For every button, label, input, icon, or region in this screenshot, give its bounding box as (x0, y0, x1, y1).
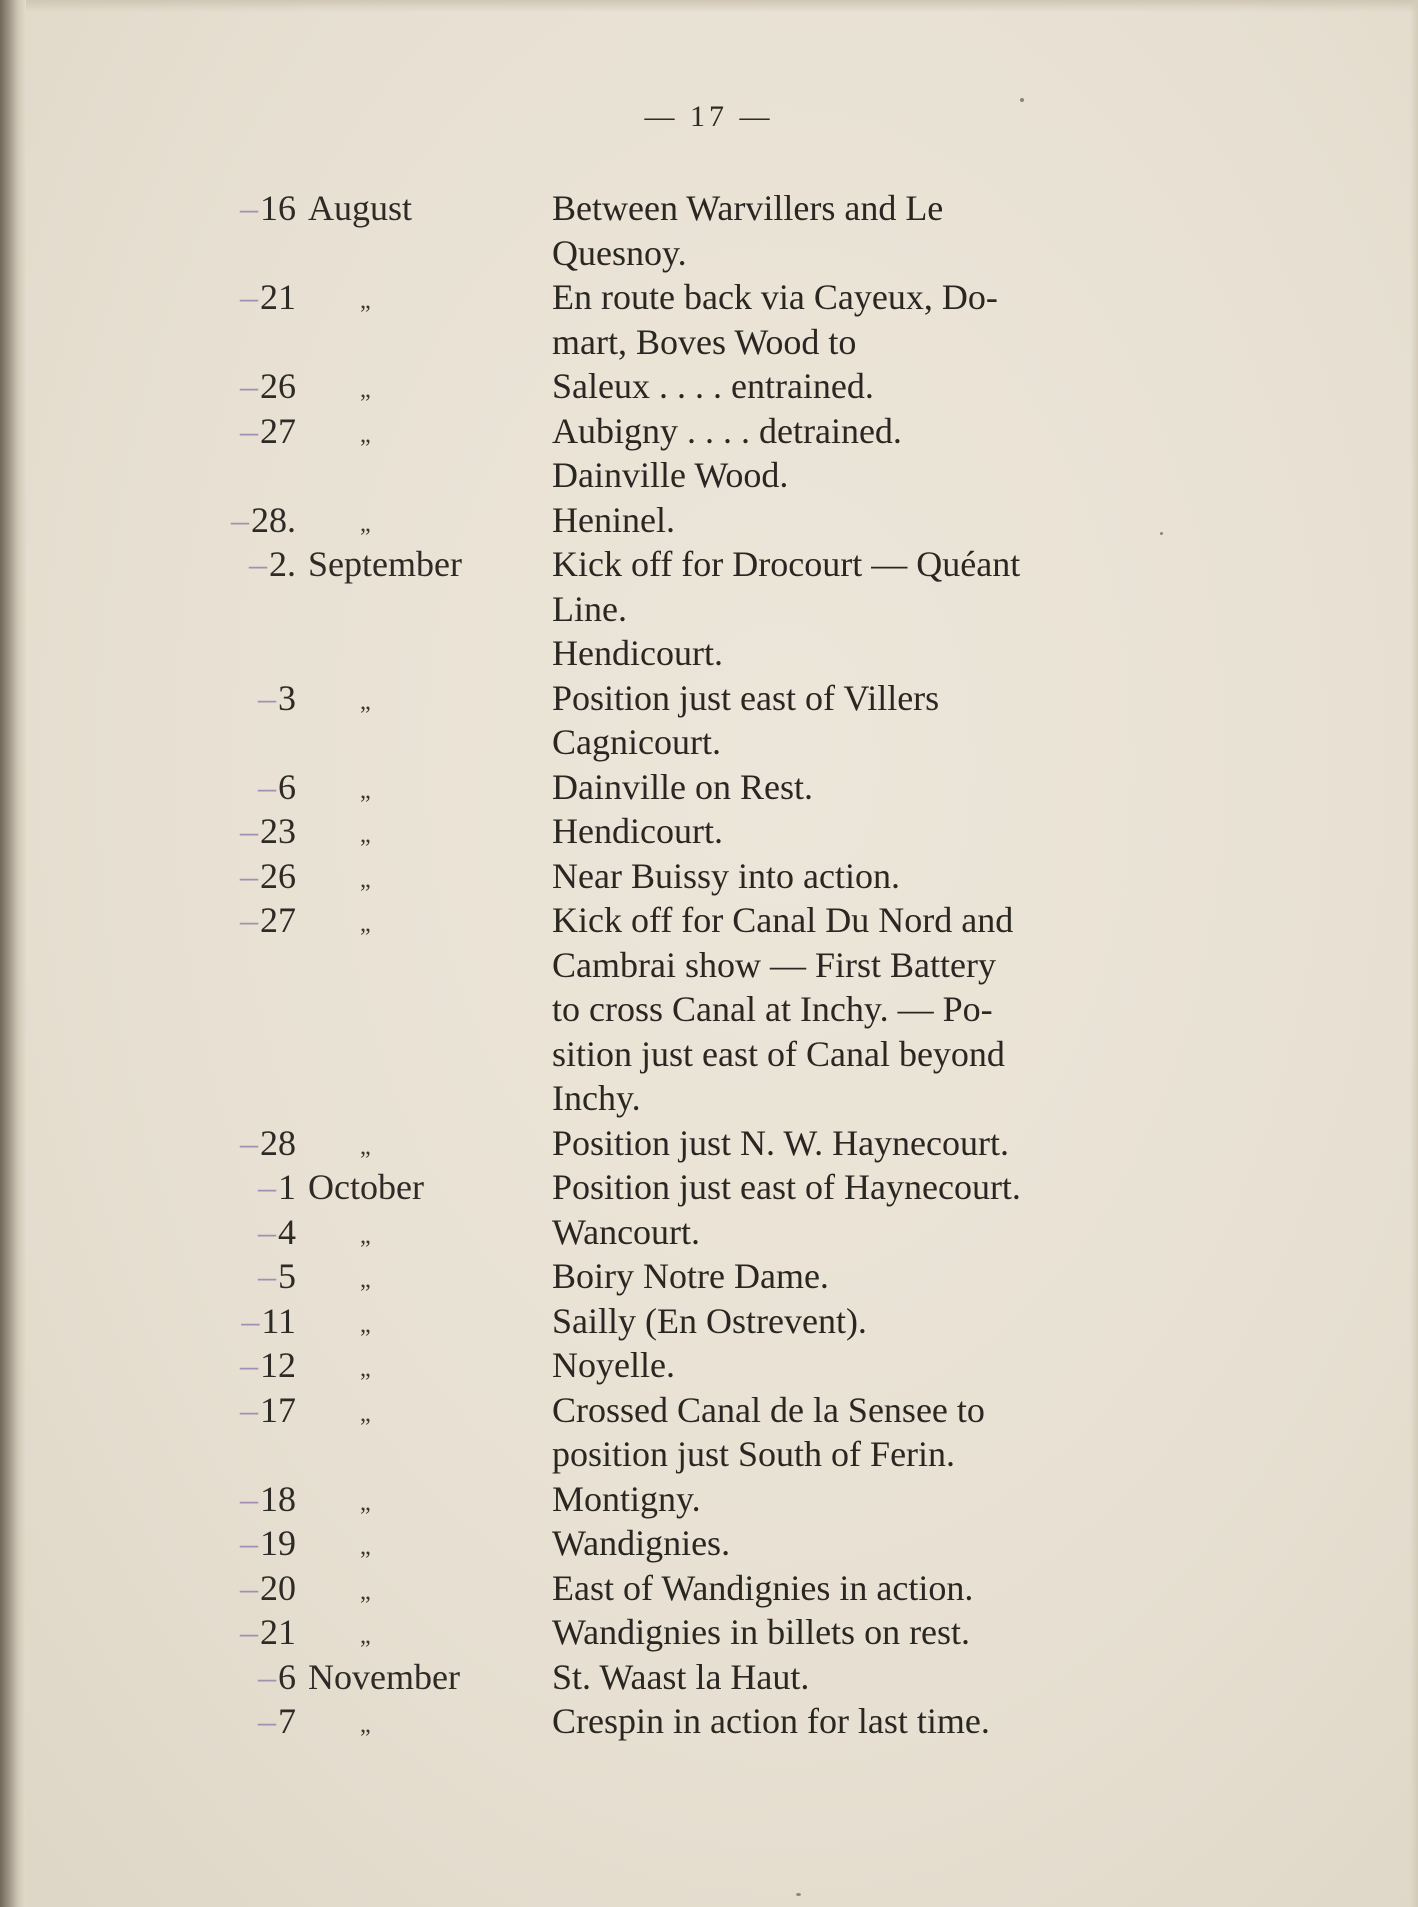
entry-day (180, 898, 296, 943)
entry-description (552, 1388, 1164, 1477)
entry-description (552, 186, 1164, 275)
entry-row (0, 542, 1418, 676)
description-line: Heninel. (552, 499, 675, 540)
entry-day (180, 1566, 296, 1611)
page-top-edge (26, 0, 1418, 12)
description-line: Quesnoy. (552, 232, 687, 273)
entry-row (0, 1655, 1418, 1700)
entry-day (180, 1610, 296, 1655)
description-line: Dainville on Rest. (552, 766, 813, 807)
entry-day-number: 12 (260, 1345, 296, 1385)
entry-month-ditto: „ (360, 822, 372, 848)
entry-description (552, 498, 1164, 543)
description-line: Wandignies. (552, 1523, 731, 1563)
entry-description (552, 1210, 1164, 1255)
description-line: En route back via Cayeux, Do- (552, 277, 998, 317)
entry-row (0, 1165, 1418, 1210)
entry-day (180, 275, 296, 320)
entry-month-ditto: „ (360, 377, 372, 403)
description-line: Cambrai show — First Battery (552, 944, 996, 985)
pencil-tick-mark: – (258, 1656, 276, 1697)
pencil-tick-mark: – (240, 410, 258, 451)
entry-month: November (308, 1656, 460, 1697)
entry-day-number: 21 (260, 1612, 296, 1652)
entry-description (552, 364, 1164, 409)
pencil-tick-mark: – (258, 766, 276, 807)
entry-day-number: 11 (261, 1300, 296, 1341)
entry-day-number: 7 (278, 1701, 296, 1741)
entry-description (552, 898, 1164, 1121)
entry-description (552, 765, 1164, 810)
entry-description (552, 542, 1164, 676)
chronology-list (0, 186, 1418, 1744)
description-line: Montigny. (552, 1478, 701, 1519)
entry-month: September (308, 544, 462, 584)
description-line: Boiry Notre Dame. (552, 1256, 829, 1296)
pencil-tick-mark: – (240, 1567, 258, 1608)
entry-row (0, 1299, 1418, 1344)
entry-description (552, 1165, 1164, 1210)
description-line: Saleux . . . . entrained. (552, 366, 874, 406)
entry-month-ditto: „ (360, 1356, 372, 1382)
description-line: mart, Boves Wood to (552, 321, 857, 362)
entry-row (0, 186, 1418, 275)
entry-day-number: 20 (260, 1567, 296, 1608)
entry-day (180, 498, 296, 543)
description-line: Sailly (En Ostrevent). (552, 1300, 867, 1341)
entry-day (180, 1165, 296, 1210)
pencil-tick-mark: – (240, 277, 258, 317)
entry-month-ditto: „ (360, 1311, 372, 1338)
pencil-tick-mark: – (258, 1167, 276, 1207)
entry-description (552, 1566, 1164, 1611)
description-line: Crespin in action for last time. (552, 1701, 990, 1741)
entry-description (552, 1121, 1164, 1166)
description-line: Kick off for Drocourt — Quéant (552, 544, 1021, 584)
description-line: St. Waast la Haut. (552, 1656, 810, 1697)
entry-description (552, 1699, 1164, 1744)
entry-day-number: 26 (260, 366, 296, 406)
entry-day (180, 809, 296, 854)
entry-day (180, 1254, 296, 1299)
description-line: Wancourt. (552, 1211, 701, 1252)
entry-day (180, 1521, 296, 1566)
entry-day-number: 28. (251, 499, 296, 540)
pencil-tick-mark: – (240, 811, 258, 851)
entry-day-number: 6 (278, 1656, 296, 1697)
entry-day-number: 1 (278, 1167, 296, 1207)
entry-description (552, 409, 1164, 498)
description-line: Position just N. W. Haynecourt. (552, 1122, 1009, 1163)
pencil-tick-mark: – (240, 188, 258, 228)
entry-day (180, 1343, 296, 1388)
pencil-tick-mark: – (240, 1345, 258, 1385)
entry-row (0, 1121, 1418, 1166)
entry-month-ditto: „ (360, 688, 372, 715)
pencil-tick-mark: – (258, 1701, 276, 1741)
entry-month-ditto: „ (360, 911, 372, 937)
entry-month-ditto: „ (360, 1400, 372, 1427)
description-line: Cagnicourt. (552, 722, 721, 762)
entry-month-ditto: „ (360, 1534, 372, 1560)
entry-day-number: 19 (260, 1523, 296, 1563)
description-line: Near Buissy into action. (552, 855, 900, 896)
entry-day (180, 542, 296, 587)
entry-day (180, 1388, 296, 1433)
pencil-tick-mark: – (240, 1478, 258, 1519)
description-line: Aubigny . . . . detrained. (552, 410, 902, 451)
entry-row (0, 364, 1418, 409)
entry-day-number: 28 (260, 1122, 296, 1163)
description-line: Dainville Wood. (552, 455, 789, 495)
entry-day (180, 1699, 296, 1744)
entry-day (180, 854, 296, 899)
entry-row (0, 1521, 1418, 1566)
entry-day-number: 21 (260, 277, 296, 317)
entry-day (180, 1477, 296, 1522)
entry-day (180, 765, 296, 810)
pencil-tick-mark: – (231, 499, 249, 540)
entry-row (0, 498, 1418, 543)
description-line: Between Warvillers and Le (552, 188, 944, 228)
entry-row (0, 1566, 1418, 1611)
pencil-tick-mark: – (258, 1256, 276, 1296)
entry-day (180, 409, 296, 454)
entry-description (552, 275, 1164, 364)
entry-description (552, 1477, 1164, 1522)
entry-description (552, 1254, 1164, 1299)
entry-description (552, 1655, 1164, 1700)
entry-day (180, 1121, 296, 1166)
entry-row (0, 1610, 1418, 1655)
entry-day-number: 4 (278, 1211, 296, 1252)
pencil-tick-mark: – (240, 855, 258, 896)
description-line: East of Wandignies in action. (552, 1567, 974, 1608)
description-line: Position just east of Villers (552, 677, 940, 718)
pencil-tick-mark: – (241, 1300, 260, 1341)
entry-day (180, 1655, 296, 1700)
description-line: Inchy. (552, 1078, 641, 1118)
entry-row (0, 275, 1418, 364)
pencil-tick-mark: – (240, 1389, 258, 1430)
entry-row (0, 1210, 1418, 1255)
entry-day-number: 27 (260, 410, 296, 451)
description-line: Noyelle. (552, 1345, 675, 1385)
pencil-tick-mark: – (240, 1612, 258, 1652)
pencil-tick-mark: – (240, 900, 258, 940)
entry-day-number: 5 (278, 1256, 296, 1296)
entry-month-ditto: „ (360, 1623, 372, 1649)
entry-month-ditto: „ (360, 1133, 372, 1160)
entry-month-ditto: „ (360, 777, 372, 804)
entry-description (552, 1521, 1164, 1566)
entry-row (0, 809, 1418, 854)
entry-month-ditto: „ (360, 866, 372, 893)
description-line: to cross Canal at Inchy. — Po- (552, 989, 993, 1029)
entry-description (552, 1343, 1164, 1388)
entry-row (0, 1388, 1418, 1477)
entry-month-ditto: „ (360, 1222, 372, 1249)
entry-month-ditto: „ (360, 1489, 372, 1516)
entry-row (0, 409, 1418, 498)
entry-month: October (308, 1167, 424, 1207)
entry-month-ditto: „ (360, 1578, 372, 1605)
entry-row (0, 1254, 1418, 1299)
description-line: Hendicourt. (552, 811, 723, 851)
entry-day-number: 27 (260, 900, 296, 940)
entry-day-number: 18 (260, 1478, 296, 1519)
entry-description (552, 676, 1164, 765)
page-number: — 17 — (644, 100, 774, 133)
description-line: Hendicourt. (552, 633, 723, 673)
entry-day-number: 3 (278, 677, 296, 718)
description-line: Wandignies in billets on rest. (552, 1612, 971, 1652)
description-line: position just South of Ferin. (552, 1434, 956, 1474)
entry-day-number: 16 (260, 188, 296, 228)
entry-month-ditto: „ (360, 510, 372, 537)
entry-row (0, 898, 1418, 1121)
entry-day (180, 186, 296, 231)
pencil-tick-mark: – (240, 1523, 258, 1563)
pencil-tick-mark: – (249, 544, 267, 584)
description-line: Line. (552, 588, 627, 629)
entry-day (180, 1210, 296, 1255)
entry-month: August (308, 188, 413, 228)
entry-description (552, 1610, 1164, 1655)
entry-month-ditto: „ (360, 1267, 372, 1293)
entry-month-ditto: „ (360, 288, 372, 314)
entry-day (180, 364, 296, 409)
entry-day-number: 26 (260, 855, 296, 896)
pencil-tick-mark: – (258, 1211, 276, 1252)
entry-description (552, 1299, 1164, 1344)
description-line: sition just east of Canal beyond (552, 1033, 1005, 1074)
entry-row (0, 1343, 1418, 1388)
paper-speck (796, 1893, 801, 1896)
pencil-tick-mark: – (258, 677, 276, 718)
entry-day-number: 2. (269, 544, 296, 584)
entry-day-number: 6 (278, 766, 296, 807)
entry-day-number: 17 (260, 1389, 296, 1430)
entry-row (0, 1477, 1418, 1522)
entry-row (0, 854, 1418, 899)
entry-row (0, 1699, 1418, 1744)
entry-day-number: 23 (260, 811, 296, 851)
entry-day (180, 1299, 296, 1344)
entry-month-ditto: „ (360, 421, 372, 448)
entry-row (0, 676, 1418, 765)
entry-day (180, 676, 296, 721)
pencil-tick-mark: – (240, 1122, 258, 1163)
entry-month-ditto: „ (360, 1712, 372, 1738)
description-line: Kick off for Canal Du Nord and (552, 900, 1014, 940)
entry-description (552, 854, 1164, 899)
description-line: Crossed Canal de la Sensee to (552, 1389, 985, 1430)
pencil-tick-mark: – (240, 366, 258, 406)
entry-description (552, 809, 1164, 854)
entry-row (0, 765, 1418, 810)
description-line: Position just east of Haynecourt. (552, 1167, 1021, 1207)
